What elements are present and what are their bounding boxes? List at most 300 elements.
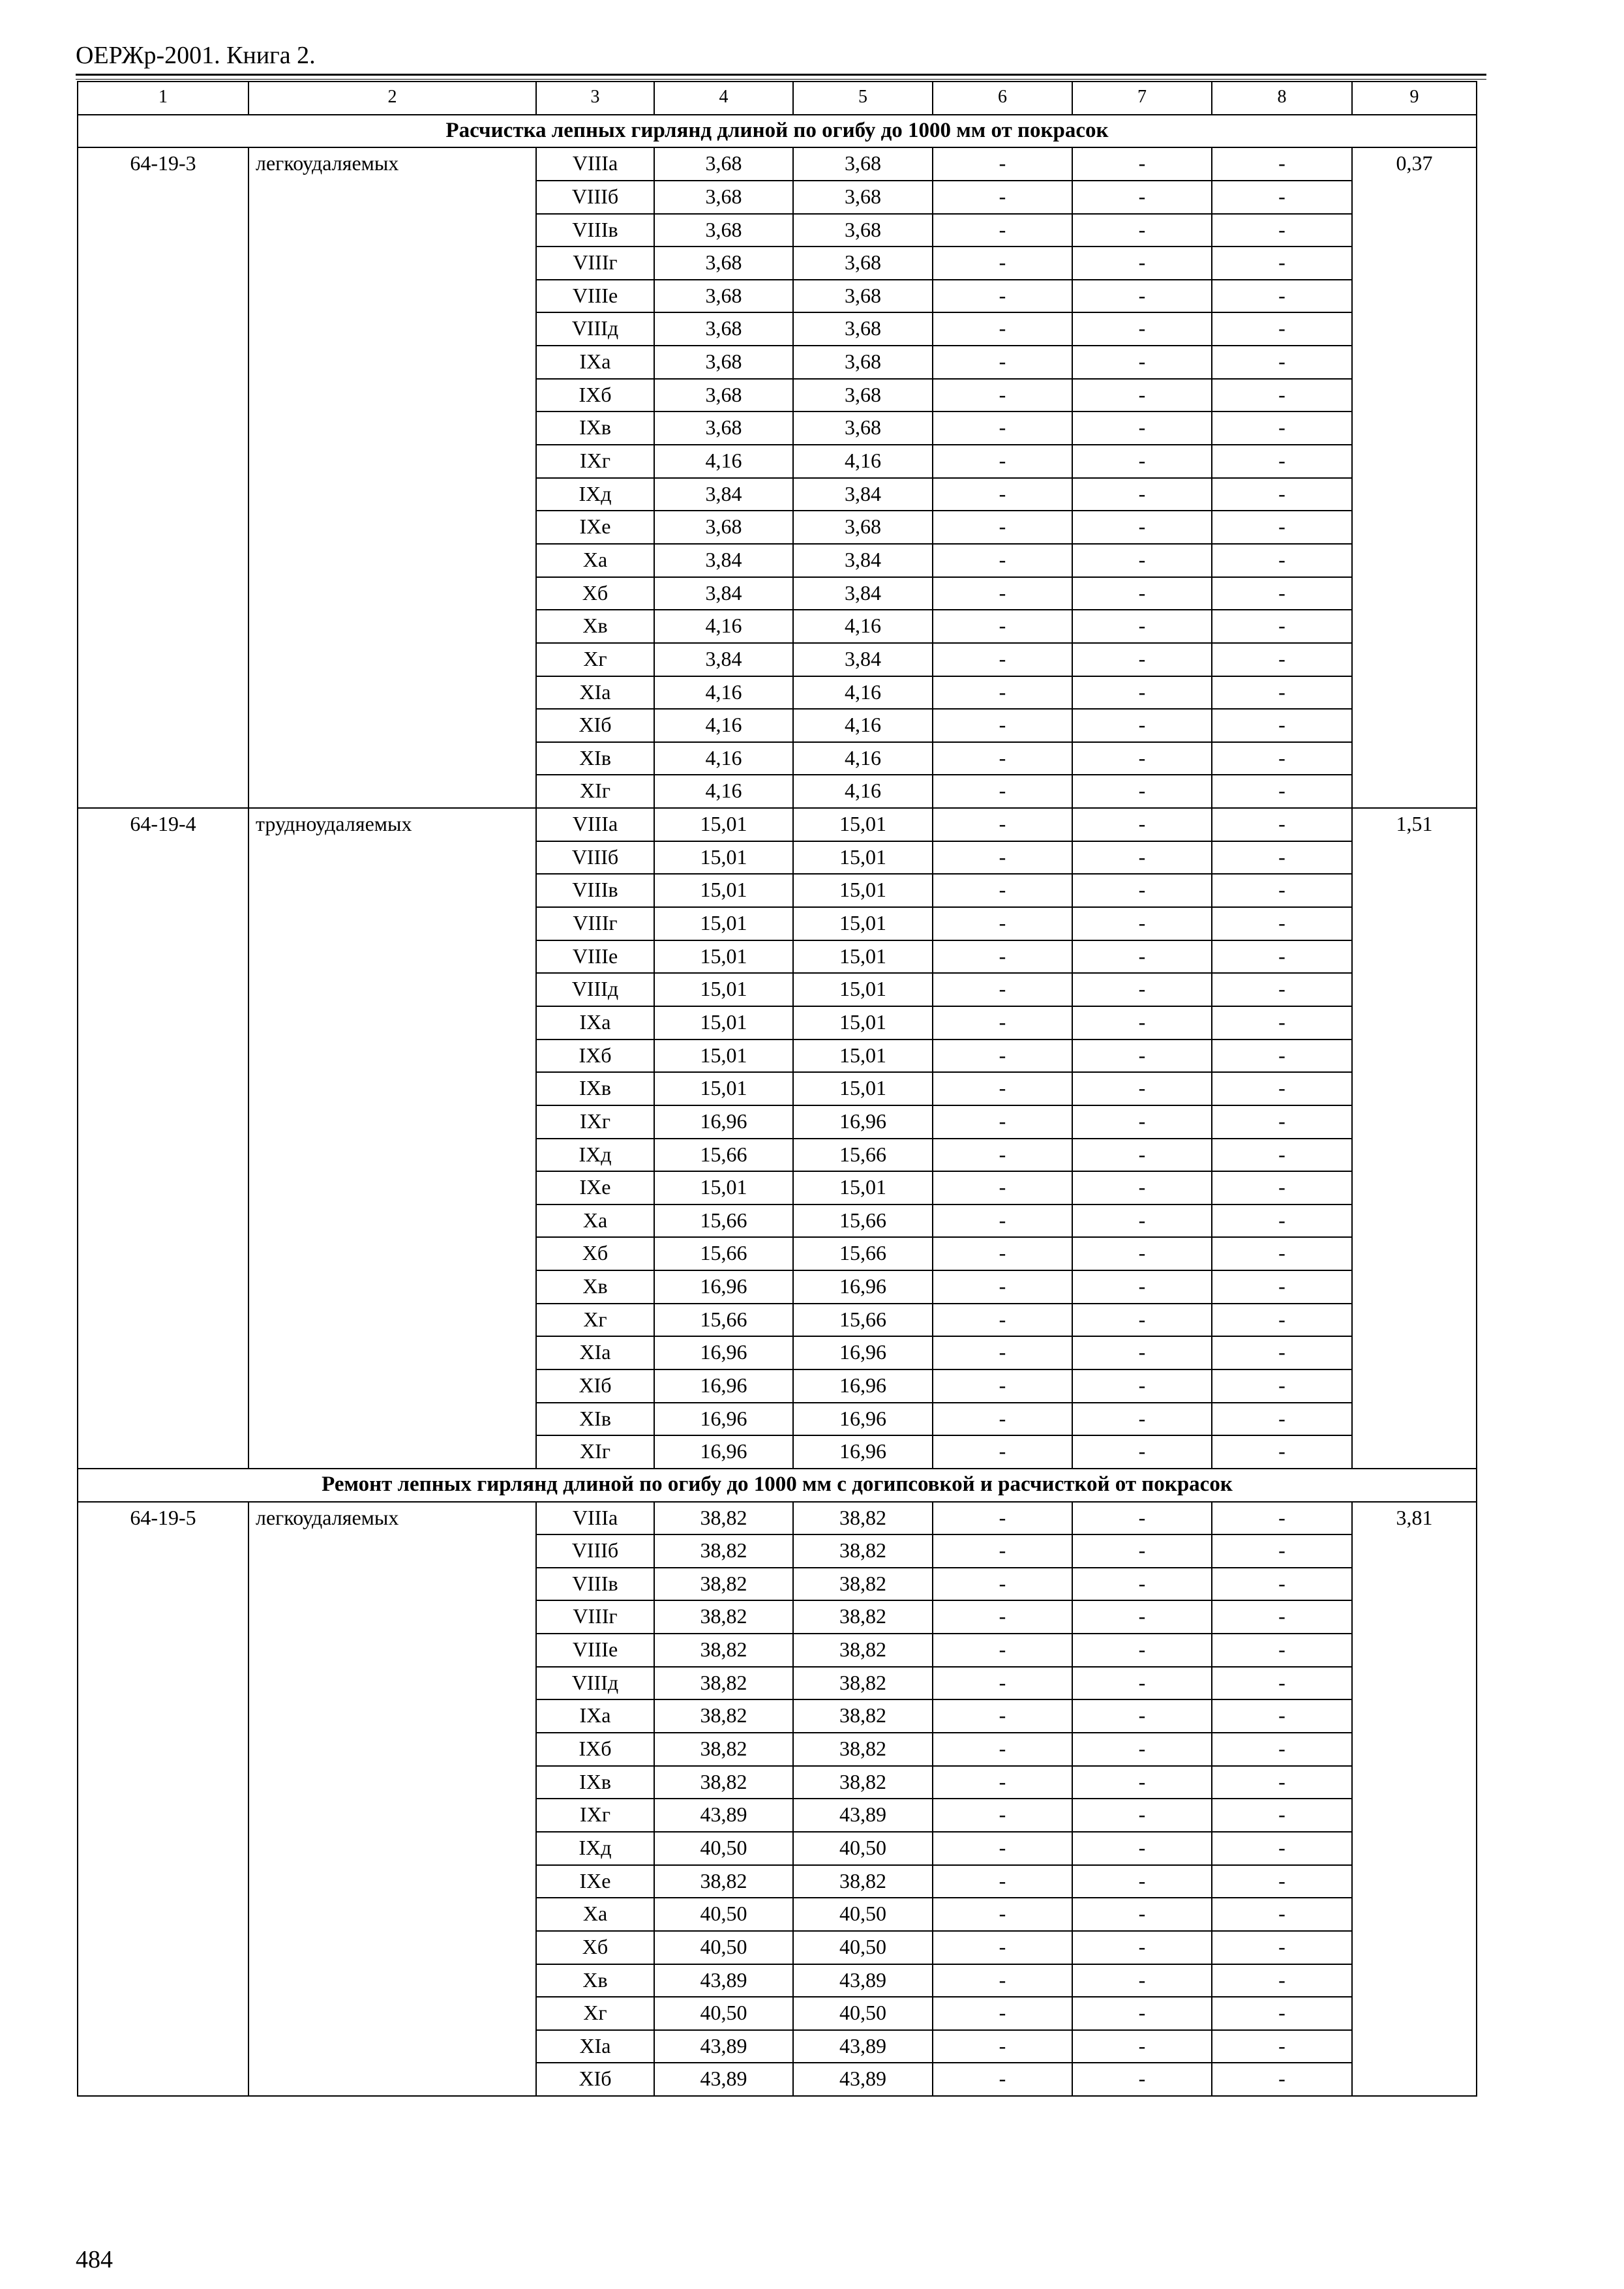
zone-cell: XIа [536,1336,654,1369]
value-col4: 3,68 [654,411,793,445]
page-number: 484 [76,2246,113,2273]
rate-code: 64-19-5 [78,1502,248,2097]
zone-cell: XIв [536,1403,654,1436]
zone-cell: IXг [536,1799,654,1832]
zone-cell: IXд [536,1139,654,1172]
value-col5: 40,50 [793,1931,933,1964]
zone-cell: Xв [536,610,654,643]
value-col7: - [1072,676,1212,710]
value-col4: 38,82 [654,1502,793,1535]
value-col8: - [1212,775,1352,808]
value-col4: 38,82 [654,1699,793,1733]
value-col8: - [1212,940,1352,974]
value-col5: 38,82 [793,1733,933,1766]
value-col5: 15,01 [793,1171,933,1204]
value-col5: 16,96 [793,1435,933,1469]
value-col8: - [1212,1502,1352,1535]
value-col4: 15,66 [654,1237,793,1270]
value-col5: 38,82 [793,1634,933,1667]
zone-cell: Xг [536,1304,654,1337]
value-col6: - [933,2063,1072,2096]
header-rule [76,74,1486,76]
zone-cell: VIIIд [536,312,654,346]
value-col6: - [933,1171,1072,1204]
value-col7: - [1072,775,1212,808]
value-col7: - [1072,544,1212,577]
value-col8: - [1212,445,1352,478]
value-col5: 43,89 [793,1964,933,1997]
value-col7: - [1072,1898,1212,1931]
zone-cell: VIIIа [536,1502,654,1535]
value-col8: - [1212,1699,1352,1733]
value-col5: 15,01 [793,940,933,974]
value-col6: - [933,841,1072,875]
value-col7: - [1072,280,1212,313]
column-number: 6 [933,82,1072,115]
value-col5: 3,68 [793,280,933,313]
value-col5: 3,68 [793,511,933,544]
value-col8: - [1212,214,1352,247]
value-col7: - [1072,346,1212,379]
value-col5: 3,68 [793,247,933,280]
value-col4: 38,82 [654,1534,793,1568]
value-col6: - [933,1699,1072,1733]
value-col8: - [1212,1204,1352,1238]
value-col6: - [933,1304,1072,1337]
value-col6: - [933,709,1072,742]
value-col8: - [1212,610,1352,643]
zone-cell: VIIIе [536,280,654,313]
value-col8: - [1212,2030,1352,2063]
value-col4: 15,01 [654,808,793,841]
column-number: 7 [1072,82,1212,115]
value-col4: 3,68 [654,379,793,412]
value-col7: - [1072,610,1212,643]
rate-description: легкоудаляемых [248,1502,536,2097]
zone-cell: Xб [536,1237,654,1270]
value-col7: - [1072,2063,1212,2096]
value-col8: - [1212,1105,1352,1139]
value-col4: 15,01 [654,874,793,907]
value-col6: - [933,907,1072,940]
zone-cell: VIIIд [536,1667,654,1700]
value-col5: 4,16 [793,742,933,775]
value-col6: - [933,1898,1072,1931]
zone-cell: IXб [536,1040,654,1073]
value-col9: 3,81 [1352,1502,1477,2097]
value-col6: - [933,1139,1072,1172]
value-col6: - [933,346,1072,379]
zone-cell: IXв [536,1766,654,1799]
rate-code: 64-19-4 [78,808,248,1469]
value-col8: - [1212,544,1352,577]
value-col6: - [933,1931,1072,1964]
value-col8: - [1212,1270,1352,1304]
value-col9: 1,51 [1352,808,1477,1469]
value-col4: 38,82 [654,1766,793,1799]
value-col8: - [1212,1600,1352,1634]
value-col7: - [1072,1667,1212,1700]
value-col7: - [1072,1006,1212,1040]
value-col5: 15,01 [793,973,933,1006]
value-col7: - [1072,1105,1212,1139]
value-col4: 15,66 [654,1139,793,1172]
value-col7: - [1072,907,1212,940]
value-col5: 16,96 [793,1105,933,1139]
value-col4: 38,82 [654,1634,793,1667]
zone-cell: VIIIг [536,907,654,940]
value-col7: - [1072,181,1212,214]
zone-cell: Xа [536,1898,654,1931]
value-col4: 38,82 [654,1667,793,1700]
value-col7: - [1072,2030,1212,2063]
value-col8: - [1212,973,1352,1006]
zone-cell: VIIIб [536,181,654,214]
value-col5: 3,84 [793,577,933,610]
value-col6: - [933,2030,1072,2063]
zone-cell: VIIIд [536,973,654,1006]
value-col4: 3,68 [654,247,793,280]
zone-cell: IXд [536,478,654,511]
section-title-row [78,115,1477,148]
value-col5: 3,68 [793,379,933,412]
zone-cell: XIа [536,2030,654,2063]
value-col7: - [1072,1600,1212,1634]
section-title: Расчистка лепных гирлянд длиной по огибу до 1000 мм от покрасок [78,115,1477,148]
value-col7: - [1072,1799,1212,1832]
value-col8: - [1212,907,1352,940]
value-col4: 16,96 [654,1403,793,1436]
value-col8: - [1212,1040,1352,1073]
value-col7: - [1072,1733,1212,1766]
table-body [78,82,1477,2096]
value-col8: - [1212,1006,1352,1040]
value-col8: - [1212,346,1352,379]
value-col4: 15,66 [654,1204,793,1238]
value-col5: 15,01 [793,1006,933,1040]
value-col8: - [1212,478,1352,511]
zone-cell: Xв [536,1270,654,1304]
column-number: 8 [1212,82,1352,115]
value-col4: 15,01 [654,1171,793,1204]
zone-cell: XIб [536,2063,654,2096]
table-row [78,1502,1477,1535]
value-col5: 15,01 [793,808,933,841]
value-col7: - [1072,709,1212,742]
value-col7: - [1072,940,1212,974]
value-col8: - [1212,1766,1352,1799]
zone-cell: IXе [536,1171,654,1204]
value-col8: - [1212,379,1352,412]
value-col7: - [1072,1270,1212,1304]
zone-cell: VIIIв [536,874,654,907]
zone-cell: XIб [536,709,654,742]
value-col4: 16,96 [654,1336,793,1369]
value-col5: 3,68 [793,181,933,214]
value-col7: - [1072,1865,1212,1898]
table-row [78,808,1477,841]
value-col4: 38,82 [654,1568,793,1601]
value-col7: - [1072,874,1212,907]
value-col6: - [933,1568,1072,1601]
value-col4: 4,16 [654,709,793,742]
value-col7: - [1072,1634,1212,1667]
value-col6: - [933,1964,1072,1997]
rate-description: легкоудаляемых [248,147,536,808]
value-col8: - [1212,808,1352,841]
value-col8: - [1212,1072,1352,1105]
value-col6: - [933,1667,1072,1700]
value-col8: - [1212,841,1352,875]
value-col7: - [1072,742,1212,775]
value-col7: - [1072,808,1212,841]
zone-cell: IXе [536,1865,654,1898]
value-col4: 43,89 [654,1964,793,1997]
zone-cell: Xб [536,577,654,610]
value-col8: - [1212,1931,1352,1964]
value-col4: 43,89 [654,2063,793,2096]
value-col8: - [1212,1534,1352,1568]
value-col6: - [933,1865,1072,1898]
value-col6: - [933,1006,1072,1040]
value-col4: 4,16 [654,742,793,775]
value-col4: 43,89 [654,2030,793,2063]
value-col8: - [1212,511,1352,544]
value-col6: - [933,577,1072,610]
value-col6: - [933,874,1072,907]
value-col4: 16,96 [654,1270,793,1304]
zone-cell: VIIIб [536,1534,654,1568]
value-col8: - [1212,247,1352,280]
value-col4: 40,50 [654,1898,793,1931]
value-col6: - [933,1435,1072,1469]
value-col6: - [933,1369,1072,1403]
value-col8: - [1212,1369,1352,1403]
zone-cell: XIг [536,775,654,808]
value-col5: 38,82 [793,1534,933,1568]
value-col6: - [933,808,1072,841]
value-col7: - [1072,1336,1212,1369]
value-col8: - [1212,1403,1352,1436]
value-col6: - [933,643,1072,676]
zone-cell: IXв [536,1072,654,1105]
value-col6: - [933,1832,1072,1865]
value-col4: 16,96 [654,1105,793,1139]
value-col6: - [933,1237,1072,1270]
value-col6: - [933,1502,1072,1535]
value-col8: - [1212,147,1352,181]
value-col5: 15,66 [793,1237,933,1270]
value-col4: 4,16 [654,775,793,808]
section-title-row [78,1469,1477,1502]
value-col5: 16,96 [793,1369,933,1403]
value-col5: 16,96 [793,1270,933,1304]
value-col8: - [1212,1799,1352,1832]
zone-cell: Xа [536,544,654,577]
rate-description: трудноудаляемых [248,808,536,1469]
value-col6: - [933,1204,1072,1238]
value-col7: - [1072,1568,1212,1601]
zone-cell: VIIIв [536,214,654,247]
value-col7: - [1072,445,1212,478]
column-number-row [78,82,1477,115]
value-col8: - [1212,1865,1352,1898]
value-col7: - [1072,1964,1212,1997]
value-col7: - [1072,1403,1212,1436]
column-number: 4 [654,82,793,115]
value-col4: 3,68 [654,346,793,379]
value-col6: - [933,1733,1072,1766]
value-col7: - [1072,1171,1212,1204]
value-col5: 15,01 [793,1040,933,1073]
value-col5: 38,82 [793,1600,933,1634]
value-col4: 3,68 [654,214,793,247]
value-col5: 38,82 [793,1766,933,1799]
column-number: 9 [1352,82,1477,115]
value-col4: 43,89 [654,1799,793,1832]
value-col6: - [933,1997,1072,2030]
value-col5: 43,89 [793,2030,933,2063]
value-col5: 43,89 [793,2063,933,2096]
value-col5: 4,16 [793,610,933,643]
value-col6: - [933,445,1072,478]
value-col6: - [933,544,1072,577]
value-col6: - [933,247,1072,280]
value-col8: - [1212,1964,1352,1997]
value-col5: 38,82 [793,1502,933,1535]
value-col5: 15,01 [793,907,933,940]
value-col4: 40,50 [654,1931,793,1964]
zone-cell: IXд [536,1832,654,1865]
zone-cell: Xб [536,1931,654,1964]
value-col5: 40,50 [793,1997,933,2030]
value-col4: 15,66 [654,1304,793,1337]
value-col8: - [1212,181,1352,214]
value-col6: - [933,214,1072,247]
value-col7: - [1072,577,1212,610]
value-col6: - [933,1766,1072,1799]
zone-cell: IXа [536,1006,654,1040]
value-col7: - [1072,511,1212,544]
value-col5: 15,66 [793,1204,933,1238]
value-col7: - [1072,411,1212,445]
value-col7: - [1072,1204,1212,1238]
value-col7: - [1072,643,1212,676]
section-title: Ремонт лепных гирлянд длиной по огибу до 1000 мм с догипсовкой и расчисткой от покрасок [78,1469,1477,1502]
value-col6: - [933,1040,1072,1073]
value-col6: - [933,478,1072,511]
value-col5: 38,82 [793,1568,933,1601]
value-col5: 3,84 [793,643,933,676]
value-col6: - [933,147,1072,181]
value-col6: - [933,1403,1072,1436]
value-col8: - [1212,280,1352,313]
value-col7: - [1072,841,1212,875]
value-col5: 3,68 [793,346,933,379]
value-col5: 38,82 [793,1865,933,1898]
value-col5: 3,68 [793,411,933,445]
column-number: 3 [536,82,654,115]
value-col8: - [1212,1832,1352,1865]
zone-cell: IXг [536,1105,654,1139]
document-header: ОЕРЖр-2001. Книга 2. [76,42,316,69]
value-col4: 16,96 [654,1435,793,1469]
value-col7: - [1072,1040,1212,1073]
value-col5: 15,01 [793,1072,933,1105]
value-col7: - [1072,379,1212,412]
value-col8: - [1212,1171,1352,1204]
value-col7: - [1072,1139,1212,1172]
value-col4: 15,01 [654,841,793,875]
zone-cell: VIIIб [536,841,654,875]
value-col7: - [1072,1072,1212,1105]
value-col7: - [1072,1369,1212,1403]
value-col6: - [933,676,1072,710]
zone-cell: Xг [536,1997,654,2030]
value-col5: 38,82 [793,1699,933,1733]
value-col4: 3,68 [654,511,793,544]
value-col4: 15,01 [654,940,793,974]
column-number: 2 [248,82,536,115]
value-col4: 40,50 [654,1997,793,2030]
value-col6: - [933,1534,1072,1568]
value-col5: 15,01 [793,874,933,907]
value-col4: 3,84 [654,544,793,577]
value-col7: - [1072,1699,1212,1733]
value-col8: - [1212,709,1352,742]
value-col8: - [1212,1997,1352,2030]
zone-cell: VIIIг [536,1600,654,1634]
value-col5: 3,68 [793,312,933,346]
value-col5: 15,01 [793,841,933,875]
zone-cell: VIIIа [536,808,654,841]
value-col7: - [1072,1931,1212,1964]
value-col5: 3,84 [793,544,933,577]
value-col4: 38,82 [654,1600,793,1634]
table-row [78,147,1477,181]
value-col4: 15,01 [654,1006,793,1040]
value-col4: 3,68 [654,280,793,313]
value-col4: 3,68 [654,147,793,181]
value-col8: - [1212,874,1352,907]
value-col4: 3,84 [654,643,793,676]
value-col7: - [1072,973,1212,1006]
value-col6: - [933,610,1072,643]
value-col7: - [1072,247,1212,280]
value-col5: 3,68 [793,214,933,247]
value-col5: 16,96 [793,1403,933,1436]
value-col8: - [1212,2063,1352,2096]
value-col7: - [1072,1766,1212,1799]
value-col4: 16,96 [654,1369,793,1403]
value-col8: - [1212,1898,1352,1931]
value-col4: 4,16 [654,445,793,478]
value-col6: - [933,379,1072,412]
zone-cell: IXб [536,379,654,412]
value-col4: 15,01 [654,1072,793,1105]
value-col7: - [1072,1304,1212,1337]
zone-cell: IXе [536,511,654,544]
value-col9: 0,37 [1352,147,1477,808]
value-col5: 3,84 [793,478,933,511]
value-col6: - [933,1600,1072,1634]
value-col6: - [933,1072,1072,1105]
value-col8: - [1212,1733,1352,1766]
value-col6: - [933,1270,1072,1304]
value-col7: - [1072,1237,1212,1270]
value-col8: - [1212,643,1352,676]
rates-table [77,81,1477,2097]
